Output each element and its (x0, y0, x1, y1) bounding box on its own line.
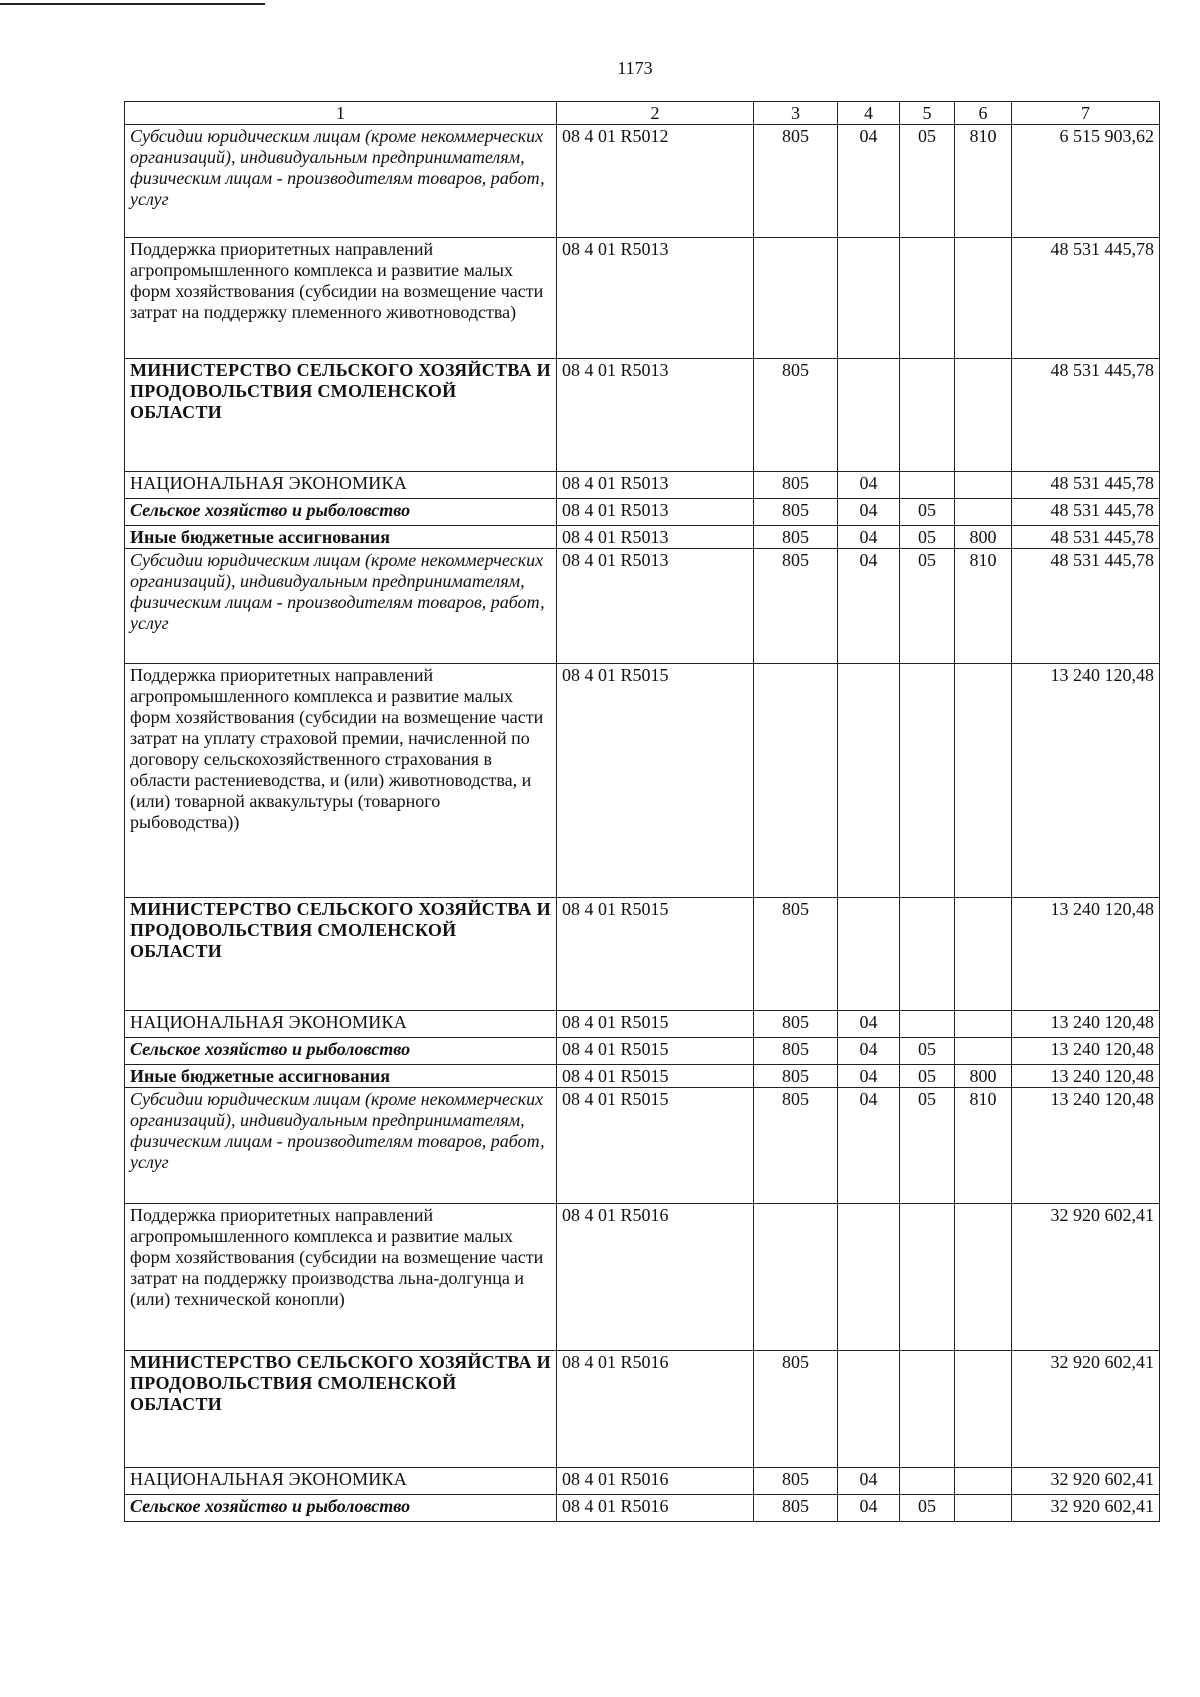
cell-subsection-code: 05 (900, 1038, 955, 1065)
table-row (125, 1038, 1160, 1065)
scan-edge-line (0, 3, 265, 5)
cell-target-code: 08 4 01 R5015 (557, 1088, 754, 1204)
table-row (125, 898, 1160, 1011)
cell-expense-type-code (955, 664, 1012, 898)
cell-amount: 48 531 445,78 (1012, 359, 1160, 472)
cell-expense-type-code: 800 (955, 1065, 1012, 1088)
cell-subsection-code (900, 472, 955, 499)
cell-target-code: 08 4 01 R5013 (557, 359, 754, 472)
column-header: 3 (754, 102, 838, 125)
cell-row-name: Поддержка приоритетных направлений агропромышленного комплекса и развитие малых форм хозяйствования (субсидии на возмещение части затрат на уплату страховой премии, начисленной по договору сельскохозяйственного страхования в области растениеводства, и (или) животноводства, и (или) товарной аквакультуры (товарного рыбоводства)) (125, 664, 557, 898)
cell-expense-type-code (955, 1011, 1012, 1038)
cell-section-code: 04 (838, 1011, 900, 1038)
cell-row-name: НАЦИОНАЛЬНАЯ ЭКОНОМИКА (125, 1011, 557, 1038)
page-number: 1173 (617, 58, 653, 78)
cell-amount: 13 240 120,48 (1012, 664, 1160, 898)
cell-ministry-code: 805 (754, 472, 838, 499)
cell-subsection-code (900, 1468, 955, 1495)
cell-section-code: 04 (838, 1088, 900, 1204)
cell-expense-type-code: 800 (955, 526, 1012, 549)
column-header: 7 (1012, 102, 1160, 125)
cell-subsection-code (900, 898, 955, 1011)
cell-amount: 32 920 602,41 (1012, 1495, 1160, 1522)
cell-row-name: МИНИСТЕРСТВО СЕЛЬСКОГО ХОЗЯЙСТВА И ПРОДОВОЛЬСТВИЯ СМОЛЕНСКОЙ ОБЛАСТИ (125, 359, 557, 472)
cell-ministry-code (754, 1204, 838, 1351)
cell-amount: 48 531 445,78 (1012, 499, 1160, 526)
cell-section-code: 04 (838, 549, 900, 664)
cell-amount: 13 240 120,48 (1012, 1011, 1160, 1038)
cell-target-code: 08 4 01 R5015 (557, 1065, 754, 1088)
table-row (125, 1351, 1160, 1468)
cell-target-code: 08 4 01 R5013 (557, 549, 754, 664)
cell-expense-type-code (955, 898, 1012, 1011)
table-row (125, 549, 1160, 664)
cell-row-name: Сельское хозяйство и рыболовство (125, 499, 557, 526)
cell-row-name: Поддержка приоритетных направлений агропромышленного комплекса и развитие малых форм хозяйствования (субсидии на возмещение части затрат на поддержку племенного животноводства) (125, 238, 557, 359)
cell-subsection-code: 05 (900, 1088, 955, 1204)
cell-subsection-code: 05 (900, 1065, 955, 1088)
cell-section-code (838, 238, 900, 359)
cell-target-code: 08 4 01 R5015 (557, 664, 754, 898)
cell-expense-type-code: 810 (955, 125, 1012, 238)
cell-amount: 32 920 602,41 (1012, 1204, 1160, 1351)
cell-ministry-code: 805 (754, 125, 838, 238)
column-header: 1 (125, 102, 557, 125)
cell-amount: 13 240 120,48 (1012, 1088, 1160, 1204)
cell-ministry-code: 805 (754, 1351, 838, 1468)
table-row (125, 1204, 1160, 1351)
cell-section-code (838, 359, 900, 472)
column-header: 2 (557, 102, 754, 125)
cell-amount: 13 240 120,48 (1012, 1065, 1160, 1088)
cell-section-code: 04 (838, 1468, 900, 1495)
cell-ministry-code: 805 (754, 1065, 838, 1088)
cell-ministry-code: 805 (754, 1088, 838, 1204)
cell-section-code (838, 1351, 900, 1468)
cell-subsection-code (900, 1011, 955, 1038)
cell-section-code (838, 664, 900, 898)
cell-ministry-code: 805 (754, 1468, 838, 1495)
cell-row-name: Иные бюджетные ассигнования (125, 526, 557, 549)
cell-amount: 6 515 903,62 (1012, 125, 1160, 238)
cell-target-code: 08 4 01 R5013 (557, 238, 754, 359)
cell-ministry-code (754, 238, 838, 359)
cell-subsection-code (900, 664, 955, 898)
cell-amount: 32 920 602,41 (1012, 1351, 1160, 1468)
cell-subsection-code: 05 (900, 499, 955, 526)
cell-target-code: 08 4 01 R5016 (557, 1351, 754, 1468)
column-header: 5 (900, 102, 955, 125)
cell-section-code: 04 (838, 1495, 900, 1522)
cell-ministry-code (754, 664, 838, 898)
table-row (125, 1495, 1160, 1522)
table-row (125, 238, 1160, 359)
table-row (125, 1011, 1160, 1038)
cell-ministry-code: 805 (754, 549, 838, 664)
cell-expense-type-code (955, 472, 1012, 499)
cell-amount: 13 240 120,48 (1012, 898, 1160, 1011)
cell-expense-type-code: 810 (955, 549, 1012, 664)
cell-section-code: 04 (838, 526, 900, 549)
cell-target-code: 08 4 01 R5013 (557, 526, 754, 549)
cell-subsection-code (900, 359, 955, 472)
cell-amount: 48 531 445,78 (1012, 238, 1160, 359)
cell-row-name: Субсидии юридическим лицам (кроме некоммерческих организаций), индивидуальным предпринимателям, физическим лицам - производителям товаров, работ, услуг (125, 549, 557, 664)
cell-subsection-code: 05 (900, 1495, 955, 1522)
cell-subsection-code: 05 (900, 526, 955, 549)
table-row (125, 526, 1160, 549)
cell-subsection-code (900, 1351, 955, 1468)
cell-row-name: Сельское хозяйство и рыболовство (125, 1038, 557, 1065)
cell-section-code: 04 (838, 472, 900, 499)
cell-ministry-code: 805 (754, 898, 838, 1011)
cell-expense-type-code (955, 1495, 1012, 1522)
cell-expense-type-code (955, 1351, 1012, 1468)
table-row (125, 1468, 1160, 1495)
cell-row-name: Субсидии юридическим лицам (кроме некоммерческих организаций), индивидуальным предпринимателям, физическим лицам - производителям товаров, работ, услуг (125, 125, 557, 238)
table-header-row (125, 102, 1160, 125)
cell-row-name: Поддержка приоритетных направлений агропромышленного комплекса и развитие малых форм хозяйствования (субсидии на возмещение части затрат на поддержку производства льна-долгунца и (или) технической конопли) (125, 1204, 557, 1351)
cell-ministry-code: 805 (754, 359, 838, 472)
cell-section-code (838, 1204, 900, 1351)
cell-subsection-code (900, 1204, 955, 1351)
column-header: 4 (838, 102, 900, 125)
cell-section-code (838, 898, 900, 1011)
cell-target-code: 08 4 01 R5016 (557, 1495, 754, 1522)
cell-row-name: МИНИСТЕРСТВО СЕЛЬСКОГО ХОЗЯЙСТВА И ПРОДОВОЛЬСТВИЯ СМОЛЕНСКОЙ ОБЛАСТИ (125, 898, 557, 1011)
cell-amount: 48 531 445,78 (1012, 472, 1160, 499)
cell-ministry-code: 805 (754, 1495, 838, 1522)
cell-expense-type-code (955, 1038, 1012, 1065)
cell-target-code: 08 4 01 R5013 (557, 499, 754, 526)
cell-row-name: Субсидии юридическим лицам (кроме некоммерческих организаций), индивидуальным предпринимателям, физическим лицам - производителям товаров, работ, услуг (125, 1088, 557, 1204)
cell-target-code: 08 4 01 R5012 (557, 125, 754, 238)
cell-section-code: 04 (838, 1065, 900, 1088)
cell-row-name: НАЦИОНАЛЬНАЯ ЭКОНОМИКА (125, 1468, 557, 1495)
cell-amount: 48 531 445,78 (1012, 549, 1160, 664)
cell-amount: 13 240 120,48 (1012, 1038, 1160, 1065)
cell-amount: 48 531 445,78 (1012, 526, 1160, 549)
column-header: 6 (955, 102, 1012, 125)
table-row (125, 1088, 1160, 1204)
cell-subsection-code: 05 (900, 549, 955, 664)
cell-expense-type-code (955, 1204, 1012, 1351)
cell-expense-type-code (955, 238, 1012, 359)
cell-target-code: 08 4 01 R5013 (557, 472, 754, 499)
table-row (125, 125, 1160, 238)
cell-ministry-code: 805 (754, 1011, 838, 1038)
budget-table (124, 101, 1160, 1522)
cell-amount: 32 920 602,41 (1012, 1468, 1160, 1495)
cell-target-code: 08 4 01 R5015 (557, 898, 754, 1011)
cell-target-code: 08 4 01 R5016 (557, 1204, 754, 1351)
cell-expense-type-code (955, 499, 1012, 526)
cell-row-name: МИНИСТЕРСТВО СЕЛЬСКОГО ХОЗЯЙСТВА И ПРОДОВОЛЬСТВИЯ СМОЛЕНСКОЙ ОБЛАСТИ (125, 1351, 557, 1468)
cell-ministry-code: 805 (754, 1038, 838, 1065)
cell-expense-type-code (955, 1468, 1012, 1495)
table-row (125, 499, 1160, 526)
cell-row-name: Сельское хозяйство и рыболовство (125, 1495, 557, 1522)
cell-row-name: НАЦИОНАЛЬНАЯ ЭКОНОМИКА (125, 472, 557, 499)
cell-target-code: 08 4 01 R5016 (557, 1468, 754, 1495)
table-row (125, 359, 1160, 472)
cell-expense-type-code: 810 (955, 1088, 1012, 1204)
cell-ministry-code: 805 (754, 499, 838, 526)
table-row (125, 1065, 1160, 1088)
table-row (125, 664, 1160, 898)
cell-row-name: Иные бюджетные ассигнования (125, 1065, 557, 1088)
cell-section-code: 04 (838, 125, 900, 238)
cell-section-code: 04 (838, 1038, 900, 1065)
cell-ministry-code: 805 (754, 526, 838, 549)
table-row (125, 472, 1160, 499)
cell-target-code: 08 4 01 R5015 (557, 1038, 754, 1065)
cell-expense-type-code (955, 359, 1012, 472)
cell-subsection-code (900, 238, 955, 359)
cell-target-code: 08 4 01 R5015 (557, 1011, 754, 1038)
cell-section-code: 04 (838, 499, 900, 526)
cell-subsection-code: 05 (900, 125, 955, 238)
